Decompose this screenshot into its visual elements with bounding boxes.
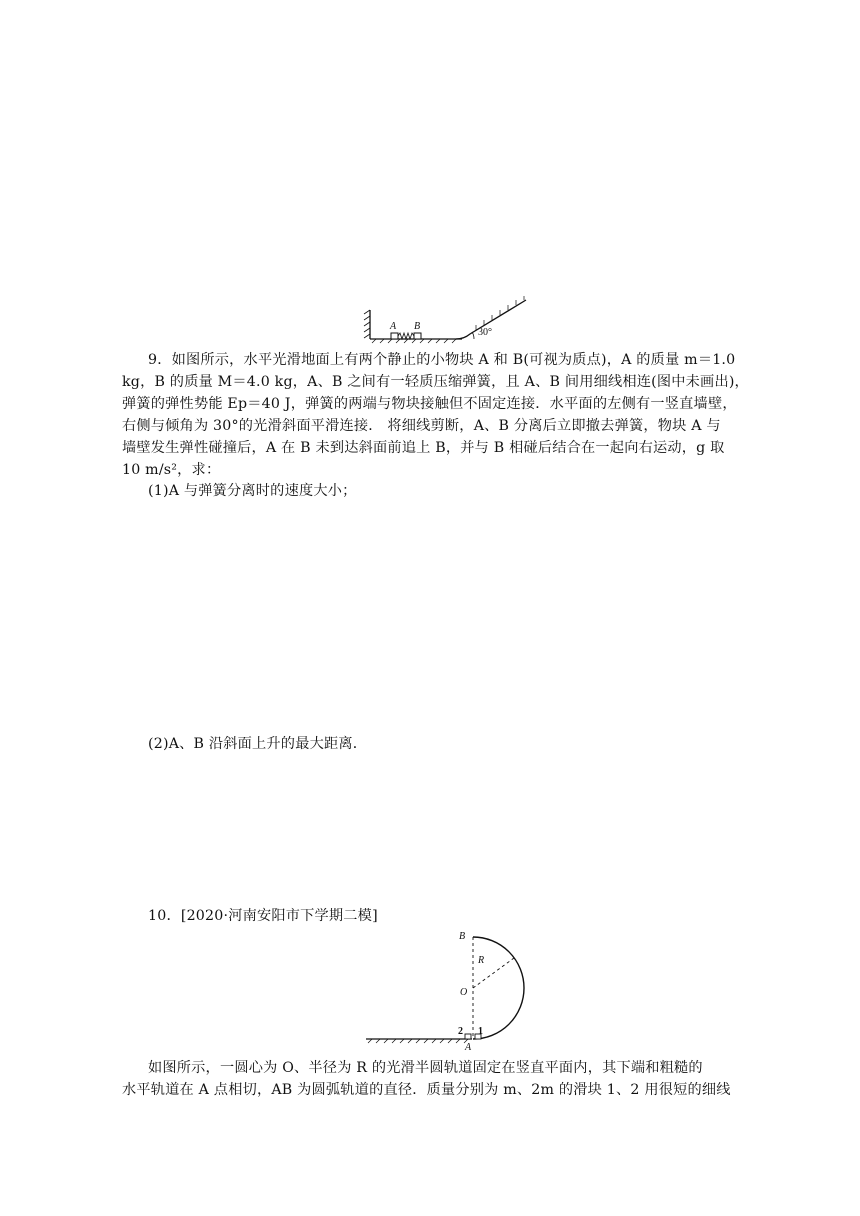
q9-line-1: 9．如图所示，水平光滑地面上有两个静止的小物块 A 和 B(可视为质点)，A 的质量 m＝1.0 xyxy=(148,352,736,368)
q10-label-2: 2 xyxy=(458,1026,463,1037)
q9-label-a: A xyxy=(390,321,397,332)
q9-part-1: (1)A 与弹簧分离时的速度大小； xyxy=(148,483,357,499)
q10-label-a: A xyxy=(465,1042,472,1053)
q9-line-6: 10 m/s²，求： xyxy=(122,462,221,478)
q9-angle-label: 30° xyxy=(478,327,492,338)
q10-label-r: R xyxy=(478,955,485,966)
q9-line-3: 弹簧的弹性势能 Ep＝40 J，弹簧的两端与物块接触但不固定连接．水平面的左侧有一竖直墙壁， xyxy=(122,396,737,412)
q9-label-b: B xyxy=(414,321,421,332)
q10-header: 10．[2020·河南安阳市下学期二模] xyxy=(148,908,378,924)
q10-line-1: 如图所示，一圆心为 O、半径为 R 的光滑半圆轨道固定在竖直平面内，其下端和粗糙的 xyxy=(148,1060,703,1076)
q9-line-5: 墙壁发生弹性碰撞后，A 在 B 未到达斜面前追上 B，并与 B 相碰后结合在一起向右运动，g 取 xyxy=(122,440,725,456)
q9-line-2: kg，B 的质量 M＝4.0 kg，A、B 之间有一轻质压缩弹簧，且 A、B 间用细线相连(图中未画出)， xyxy=(122,374,749,390)
q10-label-o: O xyxy=(460,987,468,998)
q10-label-b: B xyxy=(459,931,466,942)
q10-label-1: 1 xyxy=(478,1026,483,1037)
q9-part-2: (2)A、B 沿斜面上升的最大距离． xyxy=(148,736,368,752)
q10-line-2: 水平轨道在 A 点相切，AB 为圆弧轨道的直径．质量分别为 m、2m 的滑块 1、2 用很短的细线 xyxy=(122,1082,731,1098)
q9-line-4: 右侧与倾角为 30°的光滑斜面平滑连接． 将细线剪断，A、B 分离后立即撤去弹簧，物块 A 与 xyxy=(122,418,721,434)
